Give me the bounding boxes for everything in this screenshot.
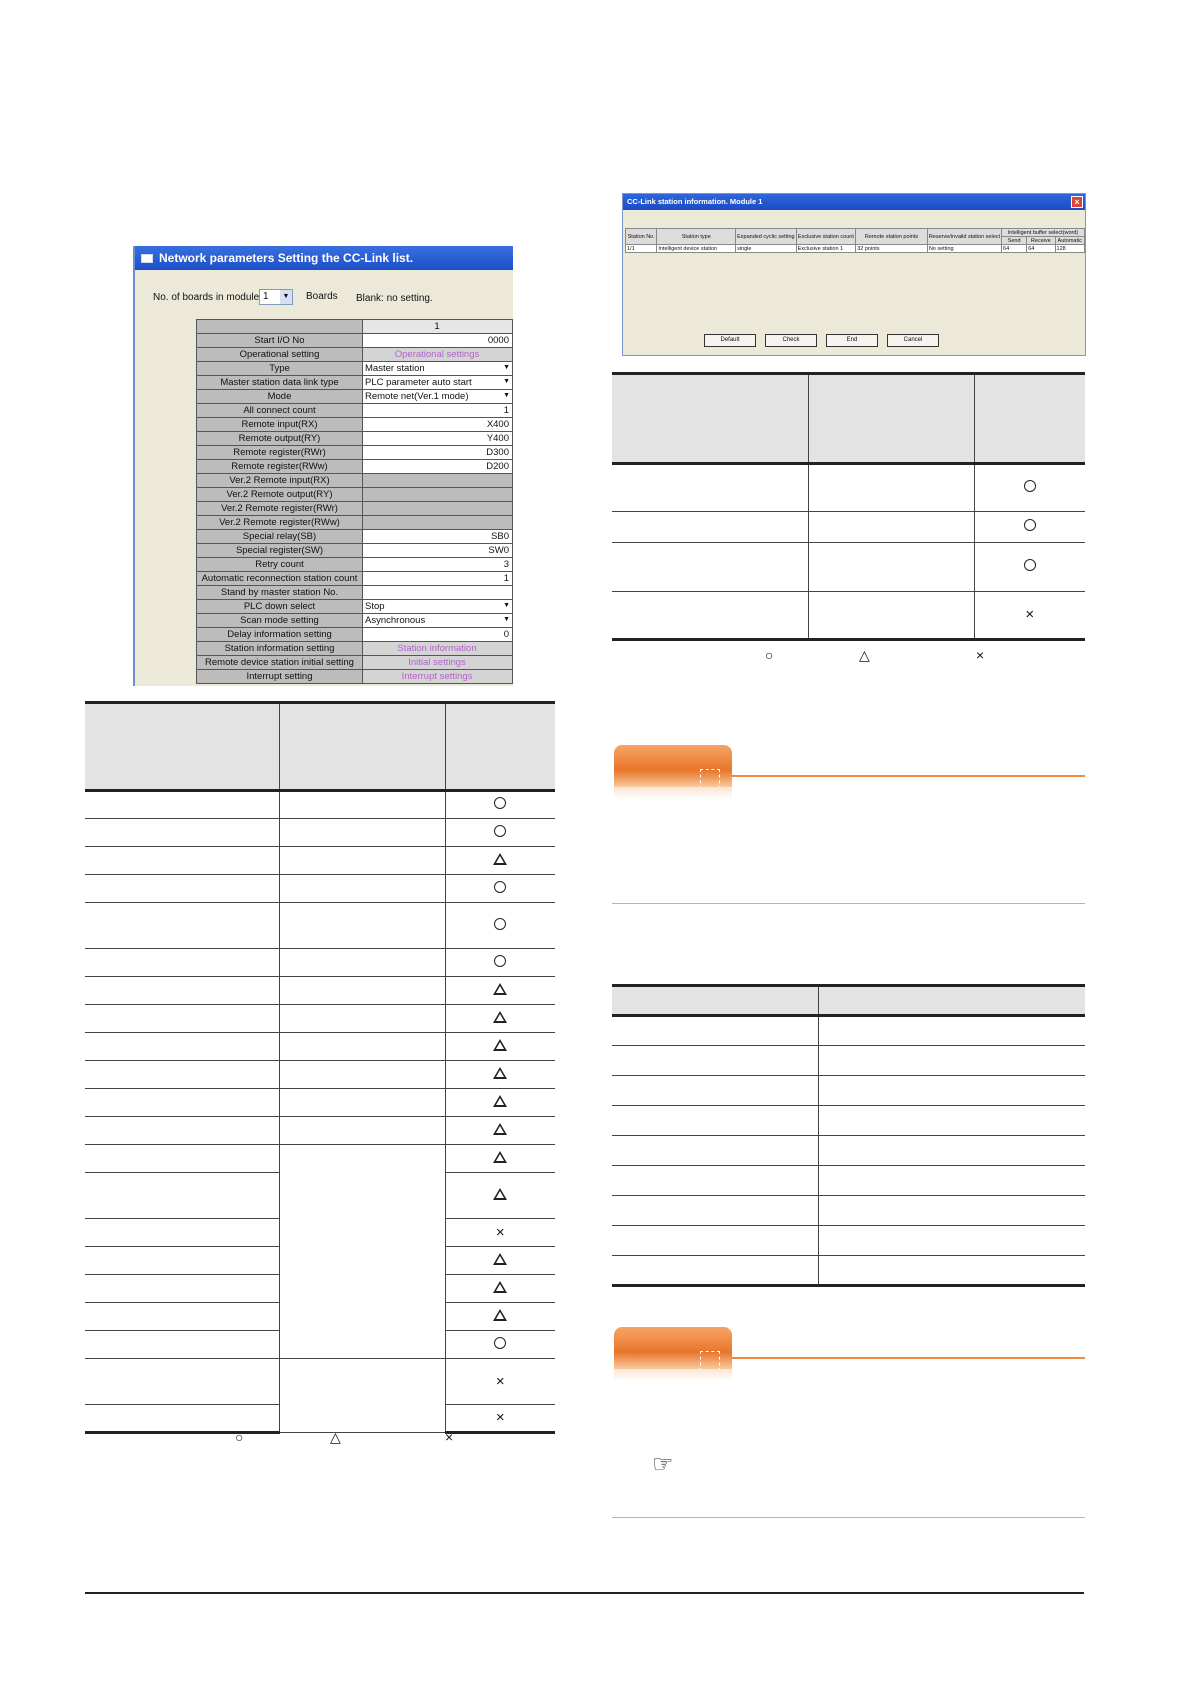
support-symbol: [445, 875, 555, 903]
table-cell: [85, 977, 279, 1005]
table-row: [612, 512, 1085, 543]
table-row: [612, 1226, 1085, 1256]
legend-circle: ○: [235, 1429, 244, 1445]
parameter-value-field[interactable]: 1: [363, 404, 513, 418]
table-cell: [808, 592, 974, 640]
support-symbol: [445, 1033, 555, 1061]
operational-settings-button[interactable]: Operational settings: [363, 348, 513, 362]
station-information-screenshot: [622, 193, 1086, 356]
footer-rule: [85, 1592, 1084, 1594]
parameter-row: [197, 488, 513, 502]
parameter-value-field[interactable]: 1: [363, 572, 513, 586]
parameter-header-blank: [197, 320, 363, 334]
end-button[interactable]: End: [826, 334, 878, 347]
support-symbol: [445, 1005, 555, 1033]
support-symbol: [445, 847, 555, 875]
mode-select[interactable]: Remote net(Ver.1 mode) ▼: [363, 390, 513, 404]
parameter-value-field[interactable]: 0000: [363, 334, 513, 348]
table-cell: [85, 949, 279, 977]
parameter-row: [197, 530, 513, 544]
station-grid-row: [626, 245, 1085, 253]
table-cell: [818, 1046, 1085, 1076]
triangle-icon: [493, 1011, 507, 1023]
table-cell: [818, 1226, 1085, 1256]
support-symbol: [445, 1089, 555, 1117]
station-grid-header-cell: Send: [1002, 237, 1027, 245]
boards-row: [135, 270, 513, 316]
close-icon[interactable]: ×: [1071, 196, 1083, 208]
table-header-cell: [818, 986, 1085, 1016]
table-cell: [808, 464, 974, 512]
triangle-icon: [493, 1123, 507, 1135]
station-cell[interactable]: 64: [1027, 245, 1055, 253]
station-window-titlebar: [623, 194, 1085, 210]
table-row: [612, 1106, 1085, 1136]
table-cell: [612, 1196, 818, 1226]
parameter-row: [197, 628, 513, 642]
support-symbol: [445, 1247, 555, 1275]
table-cell: [279, 1061, 445, 1089]
table-cell: [808, 512, 974, 543]
parameter-label: PLC down select: [197, 600, 363, 614]
table-row: [85, 977, 555, 1005]
circle-icon: [494, 955, 506, 967]
station-cell[interactable]: No setting: [927, 245, 1001, 253]
table-cell: [85, 1005, 279, 1033]
table-row: [85, 949, 555, 977]
triangle-icon: [493, 1039, 507, 1051]
table-cell: [279, 847, 445, 875]
table-row: [612, 464, 1085, 512]
table-header-row: [85, 703, 555, 791]
point-end-rule: [612, 903, 1085, 904]
table-cell: [612, 543, 808, 592]
point-divider: [732, 775, 1085, 777]
support-symbol: [445, 791, 555, 819]
circle-icon: [494, 825, 506, 837]
table-cell: [612, 1226, 818, 1256]
triangle-icon: [493, 1151, 507, 1163]
table-cell: [85, 1061, 279, 1089]
triangle-icon: [493, 1281, 507, 1293]
network-window-title: Network parameters Setting the CC-Link list.: [159, 251, 414, 265]
boards-label: No. of boards in module: [153, 292, 260, 303]
parameter-label: Special relay(SB): [197, 530, 363, 544]
triangle-icon: [493, 1067, 507, 1079]
table-row: [612, 1076, 1085, 1106]
triangle-icon: [493, 1253, 507, 1265]
parameter-label: Retry count: [197, 558, 363, 572]
table-row: [612, 592, 1085, 640]
table-cell: [279, 1117, 445, 1145]
table-header-cell: [85, 703, 279, 791]
parameter-label: Stand by master station No.: [197, 586, 363, 600]
station-grid-header-cell: Remote station points: [856, 229, 928, 245]
initial-settings-button[interactable]: Initial settings: [363, 656, 513, 670]
table-cell: [612, 1166, 818, 1196]
table-cell: [612, 592, 808, 640]
parameter-row: [197, 390, 513, 404]
parameter-value-field[interactable]: 3: [363, 558, 513, 572]
table-row: [85, 903, 555, 949]
point-mark-icon: [700, 1351, 720, 1371]
triangle-icon: [493, 1188, 507, 1200]
parameter-label: Remote output(RY): [197, 432, 363, 446]
parameter-row: [197, 572, 513, 586]
support-symbol: [445, 1275, 555, 1303]
parameter-label: Remote register(RWr): [197, 446, 363, 460]
table-cell: [85, 847, 279, 875]
table-row: [612, 1166, 1085, 1196]
point-badge: [614, 745, 732, 787]
window-icon: [141, 254, 153, 263]
cancel-button[interactable]: Cancel: [887, 334, 939, 347]
table-header-cell: [445, 703, 555, 791]
table-row: [85, 875, 555, 903]
default-button[interactable]: Default: [704, 334, 756, 347]
table-cell: [818, 1256, 1085, 1286]
table-header-row: [612, 986, 1085, 1016]
check-button[interactable]: Check: [765, 334, 817, 347]
parameter-value-disabled: [363, 516, 513, 530]
parameter-label: Ver.2 Remote input(RX): [197, 474, 363, 488]
parameter-label: Mode: [197, 390, 363, 404]
circle-icon: [494, 881, 506, 893]
parameter-label: Ver.2 Remote register(RWw): [197, 516, 363, 530]
table-cell: [279, 1089, 445, 1117]
table-cell: [818, 1076, 1085, 1106]
network-parameters-screenshot: [133, 246, 513, 686]
support-symbol: [974, 592, 1085, 640]
parameter-row: [197, 544, 513, 558]
type-select[interactable]: Master station ▼: [363, 362, 513, 376]
parameter-row: [197, 558, 513, 572]
parameter-row: [197, 348, 513, 362]
legend-circle: ○: [765, 647, 774, 663]
boards-unit: Boards: [306, 291, 338, 302]
triangle-icon: [493, 1095, 507, 1107]
table-row: [612, 1046, 1085, 1076]
cross-icon: ×: [495, 1372, 505, 1390]
right-compatibility-table: [612, 372, 1085, 641]
parameter-value-field[interactable]: SW0: [363, 544, 513, 558]
table-cell: [279, 977, 445, 1005]
table-cell: [85, 1275, 279, 1303]
station-grid-header-cell: Exclusive station count: [796, 229, 856, 245]
support-symbol: [445, 1303, 555, 1331]
table-row: [85, 1359, 555, 1405]
parameter-row: [197, 376, 513, 390]
triangle-icon: [493, 983, 507, 995]
parameter-row: [197, 656, 513, 670]
parameter-row: [197, 362, 513, 376]
hand-pointer-icon: ☞: [652, 1451, 674, 1478]
table-cell: [612, 1016, 818, 1046]
parameter-row: [197, 404, 513, 418]
legend-triangle: △: [859, 647, 870, 663]
support-symbol: [445, 819, 555, 847]
table-cell: [612, 1076, 818, 1106]
parameter-label: Scan mode setting: [197, 614, 363, 628]
station-grid-header-cell: Intelligent buffer select(word): [1002, 229, 1085, 237]
parameter-label: Interrupt setting: [197, 670, 363, 684]
parameter-value-field[interactable]: D200: [363, 460, 513, 474]
parameter-label: Master station data link type: [197, 376, 363, 390]
table-cell: [612, 1136, 818, 1166]
table-cell: [85, 1033, 279, 1061]
cross-icon: ×: [1025, 606, 1035, 623]
parameter-header-row: [197, 320, 513, 334]
circle-icon: [494, 1337, 506, 1349]
support-symbol: [974, 512, 1085, 543]
table-merged-cell: [279, 1359, 445, 1433]
point-end-rule: [612, 1517, 1085, 1518]
table-cell: [279, 1033, 445, 1061]
station-grid-header-cell: Automatic: [1055, 237, 1084, 245]
plc-down-select[interactable]: Stop ▼: [363, 600, 513, 614]
circle-icon: [1024, 519, 1036, 531]
parameter-row: [197, 586, 513, 600]
table-cell: [279, 903, 445, 949]
support-symbol: [445, 977, 555, 1005]
parameter-row: [197, 670, 513, 684]
point-divider: [732, 1357, 1085, 1359]
parameter-label: All connect count: [197, 404, 363, 418]
table-row: [85, 791, 555, 819]
table-cell: [279, 819, 445, 847]
circle-icon: [494, 797, 506, 809]
table-cell: [279, 791, 445, 819]
parameter-column-header: 1: [363, 320, 513, 334]
blank-note: Blank: no setting.: [356, 293, 433, 304]
table-cell: [279, 1005, 445, 1033]
table-row: [612, 1256, 1085, 1286]
parameter-value-field[interactable]: [363, 586, 513, 600]
parameter-label: Remote register(RWw): [197, 460, 363, 474]
table-cell: [85, 903, 279, 949]
table-header-cell: [612, 374, 808, 464]
circle-icon: [1024, 559, 1036, 571]
table-row: [85, 1061, 555, 1089]
table-cell: [818, 1166, 1085, 1196]
station-grid-header-cell: Station No.: [626, 229, 657, 245]
support-symbol: [445, 1219, 555, 1247]
support-symbol: [445, 1061, 555, 1089]
parameter-row: [197, 418, 513, 432]
station-cell[interactable]: 1/1: [626, 245, 657, 253]
station-cell[interactable]: Exclusive station 1: [796, 245, 856, 253]
table-row: [612, 543, 1085, 592]
table-row: [85, 1117, 555, 1145]
circle-icon: [1024, 480, 1036, 492]
triangle-icon: [493, 853, 507, 865]
cross-icon: ×: [495, 1409, 505, 1426]
parameter-table: [196, 319, 513, 684]
table-row: [612, 1016, 1085, 1046]
support-symbol: [445, 1331, 555, 1359]
circle-icon: [494, 918, 506, 930]
parameter-value-field[interactable]: D300: [363, 446, 513, 460]
parameter-row: [197, 460, 513, 474]
chevron-down-icon[interactable]: ▼: [280, 290, 292, 304]
station-cell[interactable]: 64: [1002, 245, 1027, 253]
right-legend: [612, 647, 1085, 665]
parameter-value-field[interactable]: Y400: [363, 432, 513, 446]
table-row: [85, 1005, 555, 1033]
station-window-title: CC-Link station information. Module 1: [627, 197, 763, 206]
table-cell: [818, 1136, 1085, 1166]
station-grid-header-cell: Station type: [657, 229, 736, 245]
station-cell[interactable]: 32 points: [856, 245, 928, 253]
right-settings-table: [612, 984, 1085, 1287]
data-link-type-select[interactable]: PLC parameter auto start ▼: [363, 376, 513, 390]
support-symbol: [445, 1359, 555, 1405]
parameter-value-disabled: [363, 474, 513, 488]
boards-select[interactable]: [259, 289, 293, 305]
station-cell[interactable]: 128: [1055, 245, 1084, 253]
table-header-cell: [279, 703, 445, 791]
point-mark-icon: [700, 769, 720, 789]
left-legend: [85, 1429, 555, 1447]
parameter-label: Ver.2 Remote register(RWr): [197, 502, 363, 516]
support-symbol: [445, 1117, 555, 1145]
table-cell: [818, 1196, 1085, 1226]
table-header-cell: [612, 986, 818, 1016]
parameter-value-field[interactable]: X400: [363, 418, 513, 432]
parameter-row: [197, 502, 513, 516]
table-cell: [279, 949, 445, 977]
table-cell: [85, 1173, 279, 1219]
network-window-titlebar: [135, 246, 513, 270]
parameter-label: Station information setting: [197, 642, 363, 656]
parameter-label: Automatic reconnection station count: [197, 572, 363, 586]
table-cell: [612, 1106, 818, 1136]
table-cell: [85, 1145, 279, 1173]
table-cell: [612, 1256, 818, 1286]
table-merged-cell: [279, 1145, 445, 1359]
station-grid-header-cell: Receive: [1027, 237, 1055, 245]
table-cell: [612, 464, 808, 512]
table-cell: [85, 791, 279, 819]
table-row: [85, 819, 555, 847]
table-cell: [818, 1106, 1085, 1136]
legend-triangle: △: [330, 1429, 341, 1445]
parameter-row: [197, 432, 513, 446]
table-header-cell: [808, 374, 974, 464]
support-symbol: [445, 1173, 555, 1219]
table-cell: [808, 543, 974, 592]
parameter-label: Ver.2 Remote output(RY): [197, 488, 363, 502]
support-symbol: [974, 464, 1085, 512]
parameter-label: Delay information setting: [197, 628, 363, 642]
table-header-cell: [974, 374, 1085, 464]
table-row: [85, 847, 555, 875]
scan-mode-select[interactable]: Asynchronous ▼: [363, 614, 513, 628]
table-cell: [85, 1359, 279, 1405]
table-cell: [818, 1016, 1085, 1046]
table-cell: [85, 875, 279, 903]
table-cell: [85, 1247, 279, 1275]
station-grid-header: [626, 229, 1085, 237]
parameter-label: Type: [197, 362, 363, 376]
station-grid: [625, 228, 1085, 253]
parameter-value-disabled: [363, 502, 513, 516]
table-cell: [279, 875, 445, 903]
parameter-value-field[interactable]: 0: [363, 628, 513, 642]
support-symbol: [445, 1145, 555, 1173]
parameter-label: Operational setting: [197, 348, 363, 362]
table-row: [85, 1089, 555, 1117]
table-cell: [612, 1046, 818, 1076]
parameter-row: [197, 642, 513, 656]
parameter-row: [197, 600, 513, 614]
parameter-value-field[interactable]: SB0: [363, 530, 513, 544]
support-symbol: [445, 949, 555, 977]
table-row: [612, 1136, 1085, 1166]
table-row: [612, 1196, 1085, 1226]
station-information-button[interactable]: Station information: [363, 642, 513, 656]
parameter-label: Special register(SW): [197, 544, 363, 558]
parameter-label: Start I/O No: [197, 334, 363, 348]
interrupt-settings-button[interactable]: Interrupt settings: [363, 670, 513, 684]
parameter-value-disabled: [363, 488, 513, 502]
table-cell: [85, 1089, 279, 1117]
table-row: [85, 1033, 555, 1061]
parameter-row: [197, 334, 513, 348]
parameter-label: Remote input(RX): [197, 418, 363, 432]
triangle-icon: [493, 1309, 507, 1321]
table-cell: [85, 1303, 279, 1331]
station-grid-header-cell: Expanded cyclic setting: [736, 229, 796, 245]
legend-cross: ×: [445, 1429, 454, 1445]
station-grid-header-cell: Reserve/invalid station select: [927, 229, 1001, 245]
parameter-row: [197, 516, 513, 530]
parameter-row: [197, 474, 513, 488]
boards-value: 1: [263, 291, 269, 302]
cross-icon: ×: [495, 1223, 505, 1241]
station-cell[interactable]: single: [736, 245, 796, 253]
support-symbol: [974, 543, 1085, 592]
parameter-row: [197, 446, 513, 460]
table-header-row: [612, 374, 1085, 464]
station-cell[interactable]: Intelligent device station: [657, 245, 736, 253]
table-cell: [85, 819, 279, 847]
table-cell: [85, 1331, 279, 1359]
parameter-label: Remote device station initial setting: [197, 656, 363, 670]
point-badge: [614, 1327, 732, 1369]
table-cell: [612, 512, 808, 543]
parameter-row: [197, 614, 513, 628]
support-symbol: [445, 903, 555, 949]
table-cell: [85, 1219, 279, 1247]
table-row: [85, 1145, 555, 1173]
legend-cross: ×: [976, 647, 985, 663]
table-cell: [85, 1117, 279, 1145]
left-compatibility-table: [85, 701, 555, 1434]
